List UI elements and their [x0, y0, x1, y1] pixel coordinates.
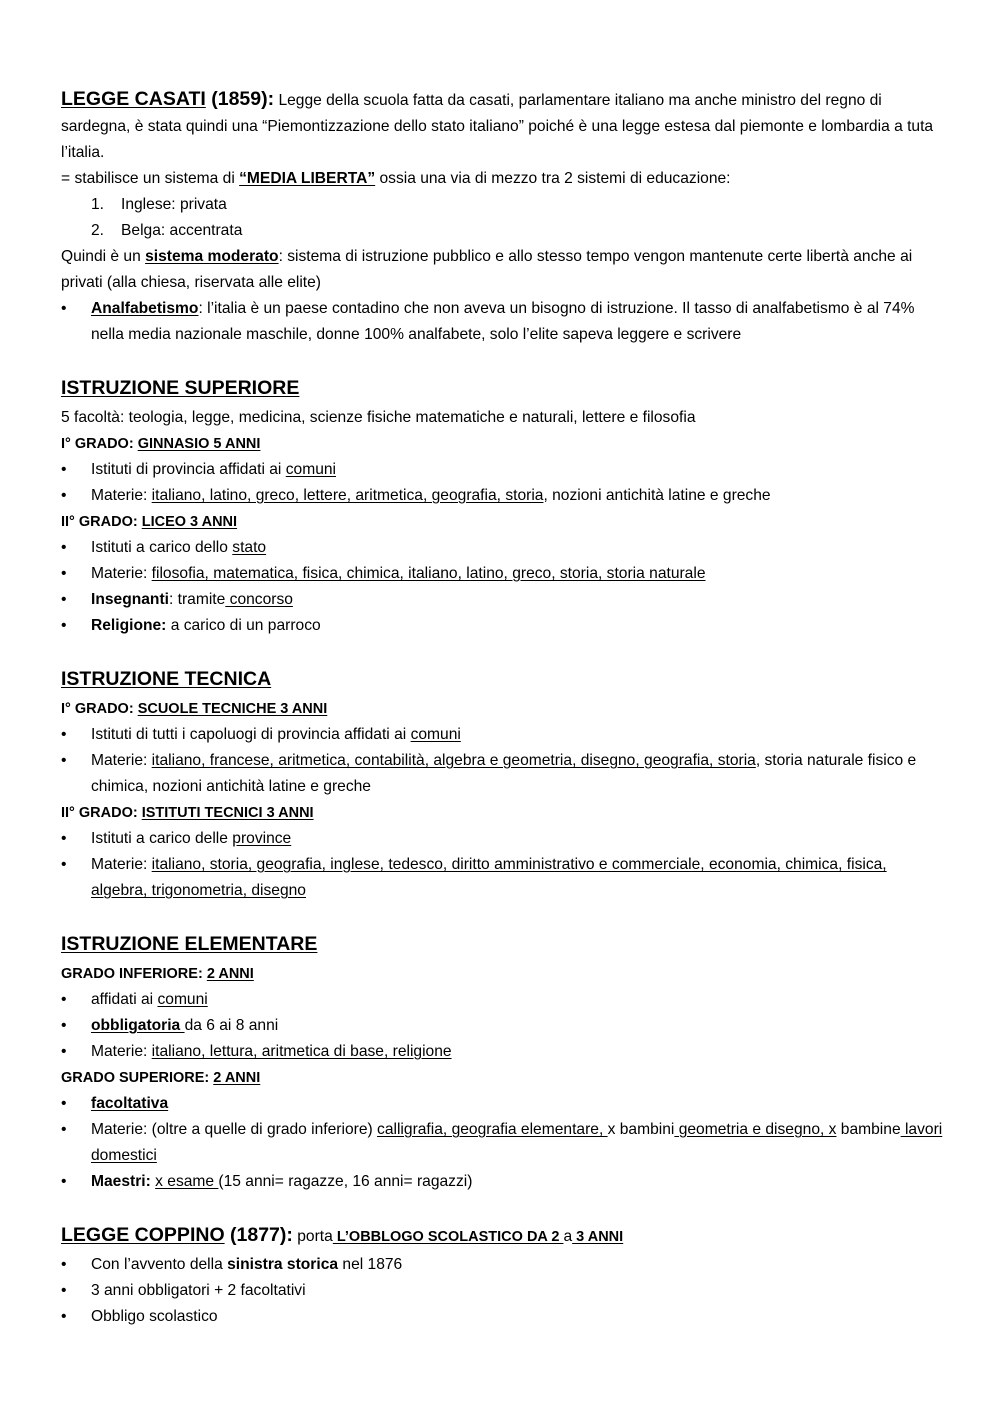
item-bold: obbligatoria	[91, 1017, 185, 1034]
bullet-icon: •	[61, 565, 67, 582]
obbligo-a: a	[563, 1228, 573, 1245]
bullet-icon: •	[61, 1017, 67, 1034]
item-bold: Religione:	[91, 617, 167, 634]
list-item	[61, 1039, 944, 1065]
item-text: Materie:	[91, 565, 152, 582]
list-item	[61, 561, 944, 587]
item-bold: Maestri:	[91, 1173, 151, 1190]
coppino-after: porta	[292, 1228, 333, 1245]
item-text: Materie:	[91, 856, 152, 873]
list-item	[61, 987, 944, 1013]
list-item	[61, 1169, 944, 1195]
item-underlined: calligrafia, geografia elementare,	[377, 1121, 608, 1138]
casati-quindi	[61, 244, 944, 296]
list-item	[61, 587, 944, 613]
bullet-list	[61, 1091, 944, 1195]
sistema-moderato: sistema moderato	[145, 248, 279, 265]
casati-line2-rest: ossia una via di mezzo tra 2 sistemi di educazione:	[375, 170, 731, 187]
list-item	[61, 457, 944, 483]
bullet-list	[61, 457, 944, 509]
bullet-icon: •	[61, 1043, 67, 1060]
bullet-icon: •	[61, 991, 67, 1008]
item-underlined: x esame	[155, 1173, 219, 1190]
grade-label: GRADO SUPERIORE:	[61, 1070, 214, 1086]
grade-heading	[61, 431, 944, 457]
list-item	[61, 1091, 944, 1117]
bullet-icon: •	[61, 1308, 67, 1325]
casati-line2-text: = stabilisce un sistema di	[61, 170, 240, 187]
grade-heading	[61, 509, 944, 535]
list-item	[61, 1252, 944, 1278]
grade-label: II° GRADO:	[61, 514, 142, 530]
tecnica-title: ISTRUZIONE TECNICA	[61, 668, 272, 690]
grade-heading	[61, 1065, 944, 1091]
section-istruzione-elementare	[61, 929, 944, 1195]
coppino-title: LEGGE COPPINO	[61, 1224, 225, 1246]
item-text: Istituti a carico delle	[91, 830, 233, 847]
bullet-icon: •	[61, 830, 67, 847]
list-item	[61, 722, 944, 748]
grade-value: ISTITUTI TECNICI 3 ANNI	[141, 805, 314, 821]
item-underlined: lavori domestici	[91, 1121, 943, 1164]
item-text: Materie: (oltre a quelle di grado inferiore)	[91, 1121, 378, 1138]
grade-heading	[61, 800, 944, 826]
section-istruzione-superiore	[61, 373, 944, 639]
list-item	[61, 852, 944, 904]
grade-label: I° GRADO:	[61, 701, 138, 717]
casati-numbered-list	[61, 192, 944, 244]
list-item	[61, 192, 944, 218]
casati-year: (1859):	[211, 88, 275, 110]
item-text: nel 1876	[338, 1256, 403, 1273]
item-text: Obbligo scolastico	[91, 1308, 218, 1325]
list-item-text: Inglese: privata	[121, 196, 227, 213]
item-underlined: italiano, latino, greco, lettere, aritmetica, geografia, storia	[151, 487, 544, 504]
list-item	[61, 826, 944, 852]
list-item	[61, 483, 944, 509]
item-text: x bambini	[607, 1121, 675, 1138]
bullet-icon: •	[61, 1095, 67, 1112]
superiore-intro: 5 facoltà: teologia, legge, medicina, scienze fisiche matematiche e naturali, lettere e filosofia	[61, 409, 696, 426]
item-text: da 6 ai 8 anni	[184, 1017, 279, 1034]
list-item	[61, 218, 944, 244]
list-item	[61, 613, 944, 639]
bullet-icon: •	[61, 591, 67, 608]
bullet-icon: •	[61, 726, 67, 743]
item-text: Con l’avvento della	[91, 1256, 228, 1273]
list-item	[61, 1304, 944, 1330]
item-text: 3 anni obbligatori + 2 facoltativi	[91, 1282, 306, 1299]
item-text: Istituti di tutti i capoluogi di provincia affidati ai	[91, 726, 411, 743]
list-item-text: Belga: accentrata	[121, 222, 243, 239]
bullet-icon: •	[61, 1121, 67, 1138]
bullet-icon: •	[61, 1282, 67, 1299]
bullet-icon: •	[61, 856, 67, 873]
bullet-icon: •	[61, 487, 67, 504]
item-text: : tramite	[168, 591, 226, 608]
bullet-list	[61, 1252, 944, 1330]
grade-value: 2 ANNI	[206, 966, 254, 982]
heading-line	[61, 373, 944, 405]
item-text: Istituti a carico dello	[91, 539, 233, 556]
grade-value: GINNASIO 5 ANNI	[137, 436, 261, 452]
elementare-title: ISTRUZIONE ELEMENTARE	[61, 933, 318, 955]
bullet-icon: •	[61, 617, 67, 634]
bullet-icon: •	[61, 461, 67, 478]
grade-value: SCUOLE TECNICHE 3 ANNI	[137, 701, 328, 717]
casati-line2	[61, 166, 944, 192]
bullet-icon: •	[61, 752, 67, 769]
item-text: bambine	[836, 1121, 901, 1138]
quindi-text: Quindi è un	[61, 248, 146, 265]
item-text: Materie:	[91, 487, 152, 504]
list-item	[61, 296, 944, 348]
list-item	[61, 748, 944, 800]
item-text: a carico di un parroco	[166, 617, 321, 634]
grade-value: LICEO 3 ANNI	[141, 514, 238, 530]
item-underlined: comuni	[285, 461, 337, 478]
item-text: , nozioni antichità latine e greche	[543, 487, 771, 504]
grade-label: II° GRADO:	[61, 805, 142, 821]
item-bold: Insegnanti	[91, 591, 169, 608]
item-text: Materie:	[91, 1043, 152, 1060]
item-underlined: province	[232, 830, 292, 847]
list-item	[61, 1278, 944, 1304]
coppino-year: (1877):	[230, 1224, 293, 1246]
grade-heading	[61, 961, 944, 987]
bullet-icon: •	[61, 1256, 67, 1273]
list-number: 1.	[91, 196, 105, 213]
quindi-rest: : sistema di istruzione pubblico e allo stesso tempo vengon mantenute certe libertà anche ai privati (alla chiesa, riservata alle elite)	[61, 248, 913, 291]
bullet-list	[61, 826, 944, 904]
bullet-list	[61, 722, 944, 800]
item-underlined: italiano, lettura, aritmetica di base, religione	[151, 1043, 452, 1060]
item-bold: facoltativa	[91, 1095, 169, 1112]
item-text: , storia naturale fisico e chimica, nozioni antichità latine e greche	[91, 752, 917, 795]
obbligo-years: 3 ANNI	[572, 1229, 624, 1245]
casati-title: LEGGE CASATI	[61, 88, 206, 110]
heading-line	[61, 664, 944, 696]
heading-line	[61, 929, 944, 961]
item-text: Materie:	[91, 752, 152, 769]
item-text: affidati ai	[91, 991, 158, 1008]
grade-label: GRADO INFERIORE:	[61, 966, 207, 982]
item-text: (15 anni= ragazze, 16 anni= ragazzi)	[218, 1173, 473, 1190]
item-underlined: geometria e disegno, x	[674, 1121, 837, 1138]
bullet-list	[61, 987, 944, 1065]
item-underlined: concorso	[225, 591, 293, 608]
casati-paragraph	[61, 86, 944, 166]
item-underlined: comuni	[410, 726, 461, 743]
section-legge-coppino	[61, 1220, 944, 1330]
grade-label: I° GRADO:	[61, 436, 138, 452]
item-underlined: italiano, storia, geografia, inglese, tedesco, diritto amministrativo e commerciale, economia, chimica, fisica, algebra, trigonometria, disegno	[91, 856, 887, 899]
item-underlined: italiano, francese, aritmetica, contabilità, algebra e geometria, disegno, geografia, storia	[151, 752, 756, 769]
obbligo-text: L’OBBLOGO SCOLASTICO DA 2	[332, 1229, 564, 1245]
casati-bullets	[61, 296, 944, 348]
grade-heading	[61, 696, 944, 722]
list-item	[61, 1013, 944, 1039]
bullet-icon: •	[61, 539, 67, 556]
list-number: 2.	[91, 222, 105, 239]
bullet-list	[61, 535, 944, 639]
section-istruzione-tecnica	[61, 664, 944, 904]
item-underlined: filosofia, matematica, fisica, chimica, italiano, latino, greco, storia, storia naturale	[151, 565, 706, 582]
heading-line	[61, 1220, 944, 1252]
item-underlined: stato	[232, 539, 267, 556]
section-legge-casati	[61, 86, 944, 348]
grade-value: 2 ANNI	[213, 1070, 261, 1086]
item-bold: sinistra storica	[227, 1256, 339, 1273]
bullet-icon: •	[61, 300, 67, 317]
item-underlined: comuni	[157, 991, 208, 1008]
analfabetismo: Analfabetismo	[91, 300, 199, 317]
media-liberta: “MEDIA LIBERTA”	[239, 170, 376, 187]
superiore-title: ISTRUZIONE SUPERIORE	[61, 377, 300, 399]
list-item	[61, 1117, 944, 1169]
analfabetismo-text: : l’italia è un paese contadino che non aveva un bisogno di istruzione. Il tasso di analfabetismo è al 74% nella media nazionale maschile, donne 100% analfabete, solo l’elite sapeva leggere e scrivere	[91, 300, 915, 343]
casati-intro: Legge della scuola fatta da casati, parlamentare italiano ma anche ministro del regno di sardegna, è stata quindi una “Piemontizzazione dello stato italiano” poiché è una legge estesa dal piemonte e lombardia a tuta l’italia.	[61, 92, 934, 161]
bullet-icon: •	[61, 1173, 67, 1190]
item-text: Istituti di provincia affidati ai	[91, 461, 286, 478]
list-item	[61, 535, 944, 561]
